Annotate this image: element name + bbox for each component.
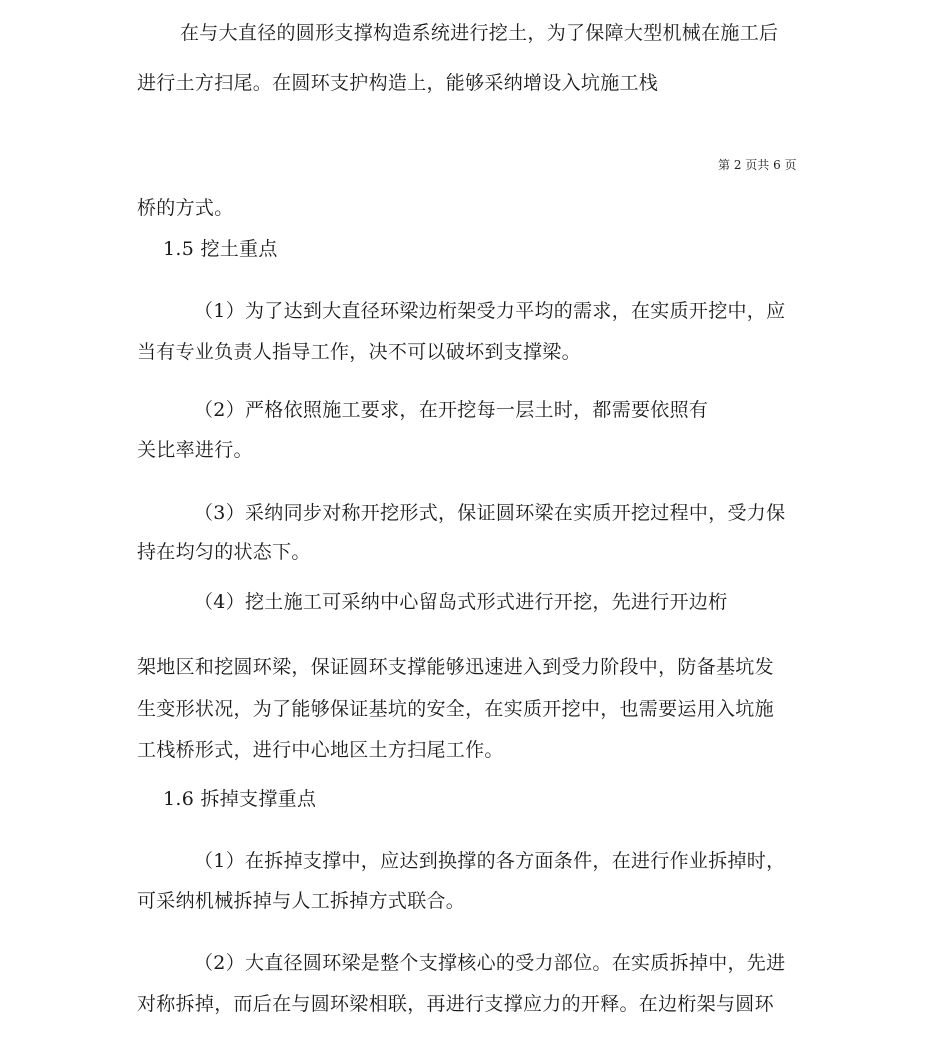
paragraph-line: （1）在拆掉支撑中，应达到换撑的各方面条件，在进行作业拆掉时，	[194, 850, 786, 872]
paragraph-line: 架地区和挖圆环梁，保证圆环支撑能够迅速进入到受力阶段中，防备基坑发	[137, 656, 774, 678]
paragraph-line: 进行土方扫尾。在圆环支护构造上，能够采纳增设入坑施工栈	[137, 72, 659, 94]
paragraph-line: （2）严格依照施工要求，在开挖每一层土时，都需要依照有	[194, 399, 709, 421]
paragraph-line: （3）采纳同步对称开挖形式，保证圆环梁在实质开挖过程中，受力保	[194, 502, 786, 524]
paragraph-line: 在与大直径的圆形支撑构造系统进行挖土，为了保障大型机械在施工后	[180, 22, 779, 44]
page-indicator: 第 2 页共 6 页	[718, 158, 797, 172]
paragraph-line: 对称拆掉，而后在与圆环梁相联，再进行支撑应力的开释。在边桁架与圆环	[137, 993, 774, 1015]
paragraph-line: 工栈桥形式，进行中心地区土方扫尾工作。	[137, 739, 504, 761]
paragraph-line: 当有专业负责人指导工作，决不可以破坏到支撑梁。	[137, 341, 581, 363]
paragraph-line: 桥的方式。	[137, 197, 234, 219]
paragraph-line: （2）大直径圆环梁是整个支撑核心的受力部位。在实质拆掉中，先进	[194, 952, 786, 974]
section-heading: 1.6 拆掉支撑重点	[163, 788, 317, 810]
section-heading: 1.5 挖土重点	[163, 238, 278, 260]
paragraph-line: 可采纳机械拆掉与人工拆掉方式联合。	[137, 890, 466, 912]
paragraph-line: 关比率进行。	[137, 439, 253, 461]
paragraph-line: （1）为了达到大直径环梁边桁架受力平均的需求，在实质开挖中，应	[194, 300, 786, 322]
paragraph-line: 生变形状况，为了能够保证基坑的安全，在实质开挖中，也需要运用入坑施	[137, 698, 774, 720]
paragraph-line: 持在均匀的状态下。	[137, 541, 311, 563]
paragraph-line: （4）挖土施工可采纳中心留岛式形式进行开挖，先进行开边桁	[194, 591, 728, 613]
